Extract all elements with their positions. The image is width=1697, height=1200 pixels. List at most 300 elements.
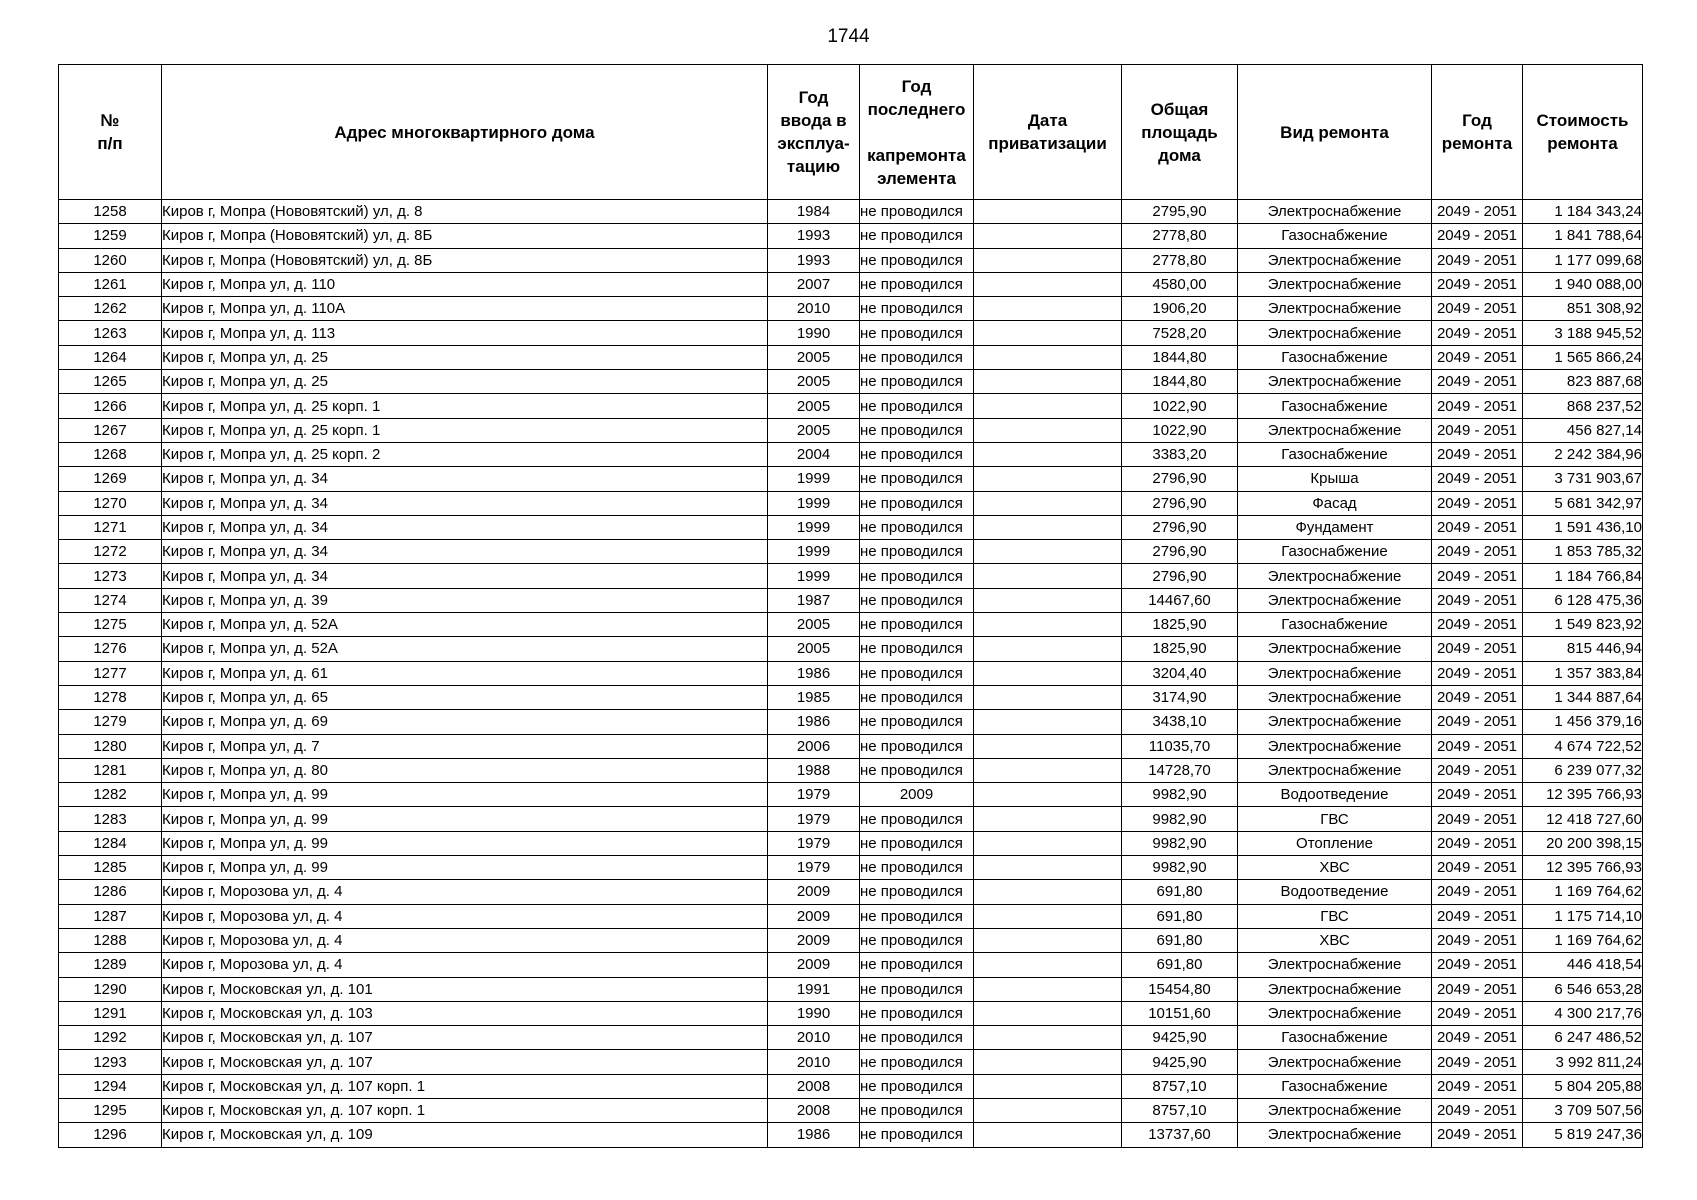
cell-year-built: 1986 bbox=[768, 661, 860, 685]
cell-year-built: 2004 bbox=[768, 442, 860, 466]
table-row bbox=[59, 321, 1643, 345]
cell-repair-years: 2049 - 2051 bbox=[1432, 564, 1523, 588]
cell-area: 1844,80 bbox=[1122, 370, 1238, 394]
cell-repair-type: Электроснабжение bbox=[1238, 588, 1432, 612]
cell-area: 9982,90 bbox=[1122, 783, 1238, 807]
cell-address: Киров г, Мопра ул, д. 7 bbox=[162, 734, 768, 758]
repair-registry-table bbox=[58, 64, 1643, 1148]
cell-last-repair: не проводился bbox=[860, 224, 974, 248]
cell-cost: 12 395 766,93 bbox=[1523, 856, 1643, 880]
cell-cost: 1 549 823,92 bbox=[1523, 613, 1643, 637]
cell-address: Киров г, Мопра (Нововятский) ул, д. 8 bbox=[162, 200, 768, 224]
cell-repair-type: Газоснабжение bbox=[1238, 613, 1432, 637]
cell-last-repair: не проводился bbox=[860, 515, 974, 539]
cell-cost: 815 446,94 bbox=[1523, 637, 1643, 661]
cell-last-repair: 2009 bbox=[860, 783, 974, 807]
cell-last-repair: не проводился bbox=[860, 1026, 974, 1050]
cell-address: Киров г, Московская ул, д. 107 корп. 1 bbox=[162, 1098, 768, 1122]
cell-address: Киров г, Мопра (Нововятский) ул, д. 8Б bbox=[162, 224, 768, 248]
header-cost: Стоимость ремонта bbox=[1523, 65, 1643, 200]
cell-cost: 868 237,52 bbox=[1523, 394, 1643, 418]
cell-num: 1262 bbox=[59, 297, 162, 321]
cell-area: 9425,90 bbox=[1122, 1026, 1238, 1050]
cell-num: 1286 bbox=[59, 880, 162, 904]
cell-cost: 4 674 722,52 bbox=[1523, 734, 1643, 758]
cell-privatization bbox=[974, 1050, 1122, 1074]
table-body bbox=[59, 200, 1643, 1148]
cell-privatization bbox=[974, 370, 1122, 394]
cell-repair-type: ГВС bbox=[1238, 807, 1432, 831]
cell-num: 1295 bbox=[59, 1098, 162, 1122]
cell-repair-type: Фасад bbox=[1238, 491, 1432, 515]
cell-area: 2795,90 bbox=[1122, 200, 1238, 224]
cell-year-built: 2009 bbox=[768, 928, 860, 952]
cell-num: 1292 bbox=[59, 1026, 162, 1050]
cell-num: 1296 bbox=[59, 1123, 162, 1147]
cell-cost: 1 175 714,10 bbox=[1523, 904, 1643, 928]
cell-year-built: 1985 bbox=[768, 685, 860, 709]
table-row bbox=[59, 661, 1643, 685]
cell-year-built: 1979 bbox=[768, 856, 860, 880]
cell-area: 9982,90 bbox=[1122, 856, 1238, 880]
cell-year-built: 2005 bbox=[768, 637, 860, 661]
table-row bbox=[59, 928, 1643, 952]
cell-area: 2778,80 bbox=[1122, 224, 1238, 248]
cell-num: 1290 bbox=[59, 977, 162, 1001]
cell-last-repair: не проводился bbox=[860, 661, 974, 685]
cell-repair-type: ГВС bbox=[1238, 904, 1432, 928]
cell-repair-type: Электроснабжение bbox=[1238, 953, 1432, 977]
cell-last-repair: не проводился bbox=[860, 758, 974, 782]
cell-repair-type: Электроснабжение bbox=[1238, 661, 1432, 685]
cell-privatization bbox=[974, 928, 1122, 952]
cell-cost: 12 395 766,93 bbox=[1523, 783, 1643, 807]
table-row bbox=[59, 540, 1643, 564]
cell-last-repair: не проводился bbox=[860, 1074, 974, 1098]
cell-address: Киров г, Морозова ул, д. 4 bbox=[162, 928, 768, 952]
table-row bbox=[59, 1050, 1643, 1074]
cell-last-repair: не проводился bbox=[860, 418, 974, 442]
table-row bbox=[59, 272, 1643, 296]
cell-year-built: 2005 bbox=[768, 613, 860, 637]
cell-num: 1269 bbox=[59, 467, 162, 491]
table-row bbox=[59, 758, 1643, 782]
cell-address: Киров г, Мопра ул, д. 69 bbox=[162, 710, 768, 734]
cell-last-repair: не проводился bbox=[860, 442, 974, 466]
cell-last-repair: не проводился bbox=[860, 248, 974, 272]
cell-privatization bbox=[974, 442, 1122, 466]
table-row bbox=[59, 637, 1643, 661]
table-row bbox=[59, 685, 1643, 709]
cell-cost: 20 200 398,15 bbox=[1523, 831, 1643, 855]
table-header-row bbox=[59, 65, 1643, 200]
cell-year-built: 1999 bbox=[768, 540, 860, 564]
cell-last-repair: не проводился bbox=[860, 856, 974, 880]
cell-num: 1285 bbox=[59, 856, 162, 880]
cell-repair-years: 2049 - 2051 bbox=[1432, 685, 1523, 709]
cell-repair-type: Электроснабжение bbox=[1238, 418, 1432, 442]
cell-address: Киров г, Мопра ул, д. 34 bbox=[162, 491, 768, 515]
cell-last-repair: не проводился bbox=[860, 685, 974, 709]
table-row bbox=[59, 248, 1643, 272]
cell-address: Киров г, Мопра ул, д. 34 bbox=[162, 540, 768, 564]
cell-area: 691,80 bbox=[1122, 880, 1238, 904]
cell-cost: 1 169 764,62 bbox=[1523, 928, 1643, 952]
cell-num: 1258 bbox=[59, 200, 162, 224]
cell-cost: 3 709 507,56 bbox=[1523, 1098, 1643, 1122]
table-row bbox=[59, 1001, 1643, 1025]
cell-num: 1276 bbox=[59, 637, 162, 661]
cell-area: 15454,80 bbox=[1122, 977, 1238, 1001]
cell-privatization bbox=[974, 1098, 1122, 1122]
cell-area: 691,80 bbox=[1122, 928, 1238, 952]
table-row bbox=[59, 588, 1643, 612]
cell-repair-type: Электроснабжение bbox=[1238, 637, 1432, 661]
cell-repair-type: Электроснабжение bbox=[1238, 321, 1432, 345]
cell-repair-years: 2049 - 2051 bbox=[1432, 928, 1523, 952]
cell-area: 2796,90 bbox=[1122, 491, 1238, 515]
cell-repair-type: Электроснабжение bbox=[1238, 1123, 1432, 1147]
cell-address: Киров г, Московская ул, д. 107 bbox=[162, 1026, 768, 1050]
cell-area: 9982,90 bbox=[1122, 807, 1238, 831]
table-row bbox=[59, 1026, 1643, 1050]
cell-year-built: 2009 bbox=[768, 953, 860, 977]
cell-cost: 3 992 811,24 bbox=[1523, 1050, 1643, 1074]
cell-address: Киров г, Мопра ул, д. 99 bbox=[162, 856, 768, 880]
header-area: Общая площадь дома bbox=[1122, 65, 1238, 200]
header-address: Адрес многоквартирного дома bbox=[162, 65, 768, 200]
cell-num: 1275 bbox=[59, 613, 162, 637]
cell-privatization bbox=[974, 613, 1122, 637]
cell-num: 1268 bbox=[59, 442, 162, 466]
cell-year-built: 2005 bbox=[768, 418, 860, 442]
cell-cost: 12 418 727,60 bbox=[1523, 807, 1643, 831]
cell-cost: 1 565 866,24 bbox=[1523, 345, 1643, 369]
cell-privatization bbox=[974, 758, 1122, 782]
cell-area: 9425,90 bbox=[1122, 1050, 1238, 1074]
cell-year-built: 2007 bbox=[768, 272, 860, 296]
cell-year-built: 1999 bbox=[768, 515, 860, 539]
cell-privatization bbox=[974, 1001, 1122, 1025]
cell-year-built: 1999 bbox=[768, 467, 860, 491]
cell-area: 3383,20 bbox=[1122, 442, 1238, 466]
cell-privatization bbox=[974, 685, 1122, 709]
cell-area: 3174,90 bbox=[1122, 685, 1238, 709]
cell-cost: 2 242 384,96 bbox=[1523, 442, 1643, 466]
cell-num: 1287 bbox=[59, 904, 162, 928]
cell-repair-years: 2049 - 2051 bbox=[1432, 831, 1523, 855]
cell-cost: 1 177 099,68 bbox=[1523, 248, 1643, 272]
table-row bbox=[59, 370, 1643, 394]
cell-last-repair: не проводился bbox=[860, 1001, 974, 1025]
cell-last-repair: не проводился bbox=[860, 491, 974, 515]
cell-num: 1279 bbox=[59, 710, 162, 734]
cell-repair-years: 2049 - 2051 bbox=[1432, 880, 1523, 904]
cell-repair-years: 2049 - 2051 bbox=[1432, 345, 1523, 369]
cell-privatization bbox=[974, 1026, 1122, 1050]
table-row bbox=[59, 831, 1643, 855]
cell-area: 1825,90 bbox=[1122, 613, 1238, 637]
cell-repair-type: Газоснабжение bbox=[1238, 442, 1432, 466]
cell-area: 1825,90 bbox=[1122, 637, 1238, 661]
cell-repair-years: 2049 - 2051 bbox=[1432, 807, 1523, 831]
cell-address: Киров г, Мопра ул, д. 99 bbox=[162, 807, 768, 831]
cell-repair-type: Газоснабжение bbox=[1238, 540, 1432, 564]
table-row bbox=[59, 297, 1643, 321]
cell-area: 11035,70 bbox=[1122, 734, 1238, 758]
cell-cost: 4 300 217,76 bbox=[1523, 1001, 1643, 1025]
table-row bbox=[59, 904, 1643, 928]
cell-repair-years: 2049 - 2051 bbox=[1432, 710, 1523, 734]
cell-repair-type: Электроснабжение bbox=[1238, 977, 1432, 1001]
cell-privatization bbox=[974, 200, 1122, 224]
cell-repair-type: Газоснабжение bbox=[1238, 394, 1432, 418]
cell-last-repair: не проводился bbox=[860, 831, 974, 855]
cell-cost: 3 731 903,67 bbox=[1523, 467, 1643, 491]
cell-address: Киров г, Мопра (Нововятский) ул, д. 8Б bbox=[162, 248, 768, 272]
cell-repair-type: ХВС bbox=[1238, 856, 1432, 880]
cell-repair-type: Электроснабжение bbox=[1238, 564, 1432, 588]
cell-num: 1284 bbox=[59, 831, 162, 855]
cell-last-repair: не проводился bbox=[860, 588, 974, 612]
cell-address: Киров г, Морозова ул, д. 4 bbox=[162, 953, 768, 977]
cell-address: Киров г, Мопра ул, д. 25 корп. 2 bbox=[162, 442, 768, 466]
cell-num: 1283 bbox=[59, 807, 162, 831]
cell-year-built: 2010 bbox=[768, 1050, 860, 1074]
cell-cost: 1 169 764,62 bbox=[1523, 880, 1643, 904]
cell-address: Киров г, Мопра ул, д. 25 корп. 1 bbox=[162, 394, 768, 418]
cell-address: Киров г, Мопра ул, д. 65 bbox=[162, 685, 768, 709]
cell-year-built: 1993 bbox=[768, 224, 860, 248]
table-row bbox=[59, 491, 1643, 515]
cell-last-repair: не проводился bbox=[860, 613, 974, 637]
cell-privatization bbox=[974, 248, 1122, 272]
cell-last-repair: не проводился bbox=[860, 345, 974, 369]
cell-year-built: 2010 bbox=[768, 297, 860, 321]
cell-cost: 446 418,54 bbox=[1523, 953, 1643, 977]
cell-year-built: 1986 bbox=[768, 710, 860, 734]
cell-privatization bbox=[974, 588, 1122, 612]
cell-last-repair: не проводился bbox=[860, 807, 974, 831]
cell-address: Киров г, Мопра ул, д. 25 bbox=[162, 345, 768, 369]
cell-privatization bbox=[974, 904, 1122, 928]
cell-year-built: 2005 bbox=[768, 370, 860, 394]
cell-address: Киров г, Мопра ул, д. 52А bbox=[162, 613, 768, 637]
cell-address: Киров г, Мопра ул, д. 39 bbox=[162, 588, 768, 612]
cell-privatization bbox=[974, 491, 1122, 515]
cell-cost: 5 819 247,36 bbox=[1523, 1123, 1643, 1147]
cell-year-built: 1999 bbox=[768, 564, 860, 588]
cell-area: 14728,70 bbox=[1122, 758, 1238, 782]
cell-privatization bbox=[974, 880, 1122, 904]
cell-cost: 1 344 887,64 bbox=[1523, 685, 1643, 709]
cell-privatization bbox=[974, 418, 1122, 442]
cell-last-repair: не проводился bbox=[860, 953, 974, 977]
cell-last-repair: не проводился bbox=[860, 467, 974, 491]
cell-repair-years: 2049 - 2051 bbox=[1432, 977, 1523, 1001]
cell-repair-years: 2049 - 2051 bbox=[1432, 467, 1523, 491]
cell-last-repair: не проводился bbox=[860, 710, 974, 734]
cell-num: 1273 bbox=[59, 564, 162, 588]
cell-area: 1022,90 bbox=[1122, 394, 1238, 418]
cell-repair-type: Электроснабжение bbox=[1238, 248, 1432, 272]
cell-last-repair: не проводился bbox=[860, 1098, 974, 1122]
cell-repair-years: 2049 - 2051 bbox=[1432, 783, 1523, 807]
cell-repair-years: 2049 - 2051 bbox=[1432, 1098, 1523, 1122]
cell-num: 1261 bbox=[59, 272, 162, 296]
cell-area: 1844,80 bbox=[1122, 345, 1238, 369]
cell-area: 2796,90 bbox=[1122, 564, 1238, 588]
header-repair-years: Год ремонта bbox=[1432, 65, 1523, 200]
cell-address: Киров г, Мопра ул, д. 25 bbox=[162, 370, 768, 394]
cell-address: Киров г, Мопра ул, д. 25 корп. 1 bbox=[162, 418, 768, 442]
cell-address: Киров г, Мопра ул, д. 110 bbox=[162, 272, 768, 296]
cell-repair-type: Газоснабжение bbox=[1238, 1074, 1432, 1098]
cell-address: Киров г, Мопра ул, д. 113 bbox=[162, 321, 768, 345]
cell-cost: 1 591 436,10 bbox=[1523, 515, 1643, 539]
cell-privatization bbox=[974, 734, 1122, 758]
cell-cost: 5 681 342,97 bbox=[1523, 491, 1643, 515]
cell-repair-years: 2049 - 2051 bbox=[1432, 734, 1523, 758]
table-row bbox=[59, 613, 1643, 637]
cell-repair-years: 2049 - 2051 bbox=[1432, 613, 1523, 637]
cell-num: 1293 bbox=[59, 1050, 162, 1074]
cell-area: 4580,00 bbox=[1122, 272, 1238, 296]
cell-repair-years: 2049 - 2051 bbox=[1432, 1123, 1523, 1147]
cell-privatization bbox=[974, 856, 1122, 880]
cell-area: 3438,10 bbox=[1122, 710, 1238, 734]
header-num: № п/п bbox=[59, 65, 162, 200]
table-row bbox=[59, 564, 1643, 588]
cell-privatization bbox=[974, 661, 1122, 685]
cell-privatization bbox=[974, 515, 1122, 539]
cell-repair-years: 2049 - 2051 bbox=[1432, 1026, 1523, 1050]
cell-last-repair: не проводился bbox=[860, 564, 974, 588]
cell-last-repair: не проводился bbox=[860, 297, 974, 321]
cell-repair-type: Электроснабжение bbox=[1238, 297, 1432, 321]
cell-privatization bbox=[974, 807, 1122, 831]
cell-year-built: 1990 bbox=[768, 321, 860, 345]
table-row bbox=[59, 856, 1643, 880]
table-row bbox=[59, 200, 1643, 224]
cell-cost: 823 887,68 bbox=[1523, 370, 1643, 394]
cell-repair-years: 2049 - 2051 bbox=[1432, 297, 1523, 321]
cell-cost: 6 128 475,36 bbox=[1523, 588, 1643, 612]
cell-year-built: 2008 bbox=[768, 1098, 860, 1122]
cell-repair-type: Газоснабжение bbox=[1238, 224, 1432, 248]
cell-year-built: 2009 bbox=[768, 904, 860, 928]
cell-cost: 851 308,92 bbox=[1523, 297, 1643, 321]
cell-area: 2796,90 bbox=[1122, 540, 1238, 564]
cell-year-built: 1979 bbox=[768, 783, 860, 807]
table-row bbox=[59, 783, 1643, 807]
cell-repair-type: Газоснабжение bbox=[1238, 345, 1432, 369]
cell-repair-years: 2049 - 2051 bbox=[1432, 856, 1523, 880]
cell-repair-years: 2049 - 2051 bbox=[1432, 394, 1523, 418]
cell-privatization bbox=[974, 394, 1122, 418]
cell-address: Киров г, Московская ул, д. 109 bbox=[162, 1123, 768, 1147]
cell-year-built: 2010 bbox=[768, 1026, 860, 1050]
cell-cost: 6 247 486,52 bbox=[1523, 1026, 1643, 1050]
table-row bbox=[59, 977, 1643, 1001]
cell-privatization bbox=[974, 540, 1122, 564]
cell-address: Киров г, Мопра ул, д. 99 bbox=[162, 783, 768, 807]
cell-year-built: 1999 bbox=[768, 491, 860, 515]
cell-num: 1294 bbox=[59, 1074, 162, 1098]
cell-privatization bbox=[974, 783, 1122, 807]
page-number: 1744 bbox=[827, 26, 870, 47]
cell-repair-type: Водоотведение bbox=[1238, 880, 1432, 904]
cell-repair-type: Электроснабжение bbox=[1238, 370, 1432, 394]
cell-repair-type: Электроснабжение bbox=[1238, 1050, 1432, 1074]
cell-privatization bbox=[974, 1123, 1122, 1147]
cell-repair-years: 2049 - 2051 bbox=[1432, 953, 1523, 977]
cell-year-built: 1993 bbox=[768, 248, 860, 272]
cell-cost: 1 853 785,32 bbox=[1523, 540, 1643, 564]
cell-num: 1263 bbox=[59, 321, 162, 345]
cell-area: 8757,10 bbox=[1122, 1074, 1238, 1098]
cell-year-built: 1990 bbox=[768, 1001, 860, 1025]
cell-repair-years: 2049 - 2051 bbox=[1432, 1074, 1523, 1098]
cell-repair-type: Водоотведение bbox=[1238, 783, 1432, 807]
cell-num: 1260 bbox=[59, 248, 162, 272]
table-row bbox=[59, 807, 1643, 831]
cell-last-repair: не проводился bbox=[860, 977, 974, 1001]
table-row bbox=[59, 1074, 1643, 1098]
cell-repair-type: Газоснабжение bbox=[1238, 1026, 1432, 1050]
cell-repair-type: ХВС bbox=[1238, 928, 1432, 952]
table-row bbox=[59, 467, 1643, 491]
cell-repair-years: 2049 - 2051 bbox=[1432, 224, 1523, 248]
cell-repair-type: Электроснабжение bbox=[1238, 272, 1432, 296]
cell-privatization bbox=[974, 297, 1122, 321]
cell-area: 1906,20 bbox=[1122, 297, 1238, 321]
cell-cost: 456 827,14 bbox=[1523, 418, 1643, 442]
cell-num: 1265 bbox=[59, 370, 162, 394]
cell-privatization bbox=[974, 977, 1122, 1001]
table-row bbox=[59, 394, 1643, 418]
table-row bbox=[59, 345, 1643, 369]
cell-num: 1259 bbox=[59, 224, 162, 248]
cell-address: Киров г, Мопра ул, д. 34 bbox=[162, 564, 768, 588]
cell-area: 10151,60 bbox=[1122, 1001, 1238, 1025]
cell-privatization bbox=[974, 953, 1122, 977]
cell-repair-years: 2049 - 2051 bbox=[1432, 515, 1523, 539]
cell-repair-years: 2049 - 2051 bbox=[1432, 370, 1523, 394]
cell-cost: 1 184 343,24 bbox=[1523, 200, 1643, 224]
cell-last-repair: не проводился bbox=[860, 904, 974, 928]
cell-last-repair: не проводился bbox=[860, 734, 974, 758]
cell-num: 1288 bbox=[59, 928, 162, 952]
cell-repair-years: 2049 - 2051 bbox=[1432, 248, 1523, 272]
cell-last-repair: не проводился bbox=[860, 540, 974, 564]
cell-area: 691,80 bbox=[1122, 953, 1238, 977]
cell-area: 1022,90 bbox=[1122, 418, 1238, 442]
cell-num: 1277 bbox=[59, 661, 162, 685]
cell-cost: 1 940 088,00 bbox=[1523, 272, 1643, 296]
cell-address: Киров г, Мопра ул, д. 34 bbox=[162, 515, 768, 539]
cell-last-repair: не проводился bbox=[860, 1123, 974, 1147]
cell-address: Киров г, Мопра ул, д. 52А bbox=[162, 637, 768, 661]
cell-num: 1266 bbox=[59, 394, 162, 418]
cell-repair-years: 2049 - 2051 bbox=[1432, 200, 1523, 224]
cell-area: 2778,80 bbox=[1122, 248, 1238, 272]
cell-num: 1280 bbox=[59, 734, 162, 758]
cell-num: 1291 bbox=[59, 1001, 162, 1025]
cell-cost: 1 184 766,84 bbox=[1523, 564, 1643, 588]
cell-repair-years: 2049 - 2051 bbox=[1432, 540, 1523, 564]
cell-area: 691,80 bbox=[1122, 904, 1238, 928]
